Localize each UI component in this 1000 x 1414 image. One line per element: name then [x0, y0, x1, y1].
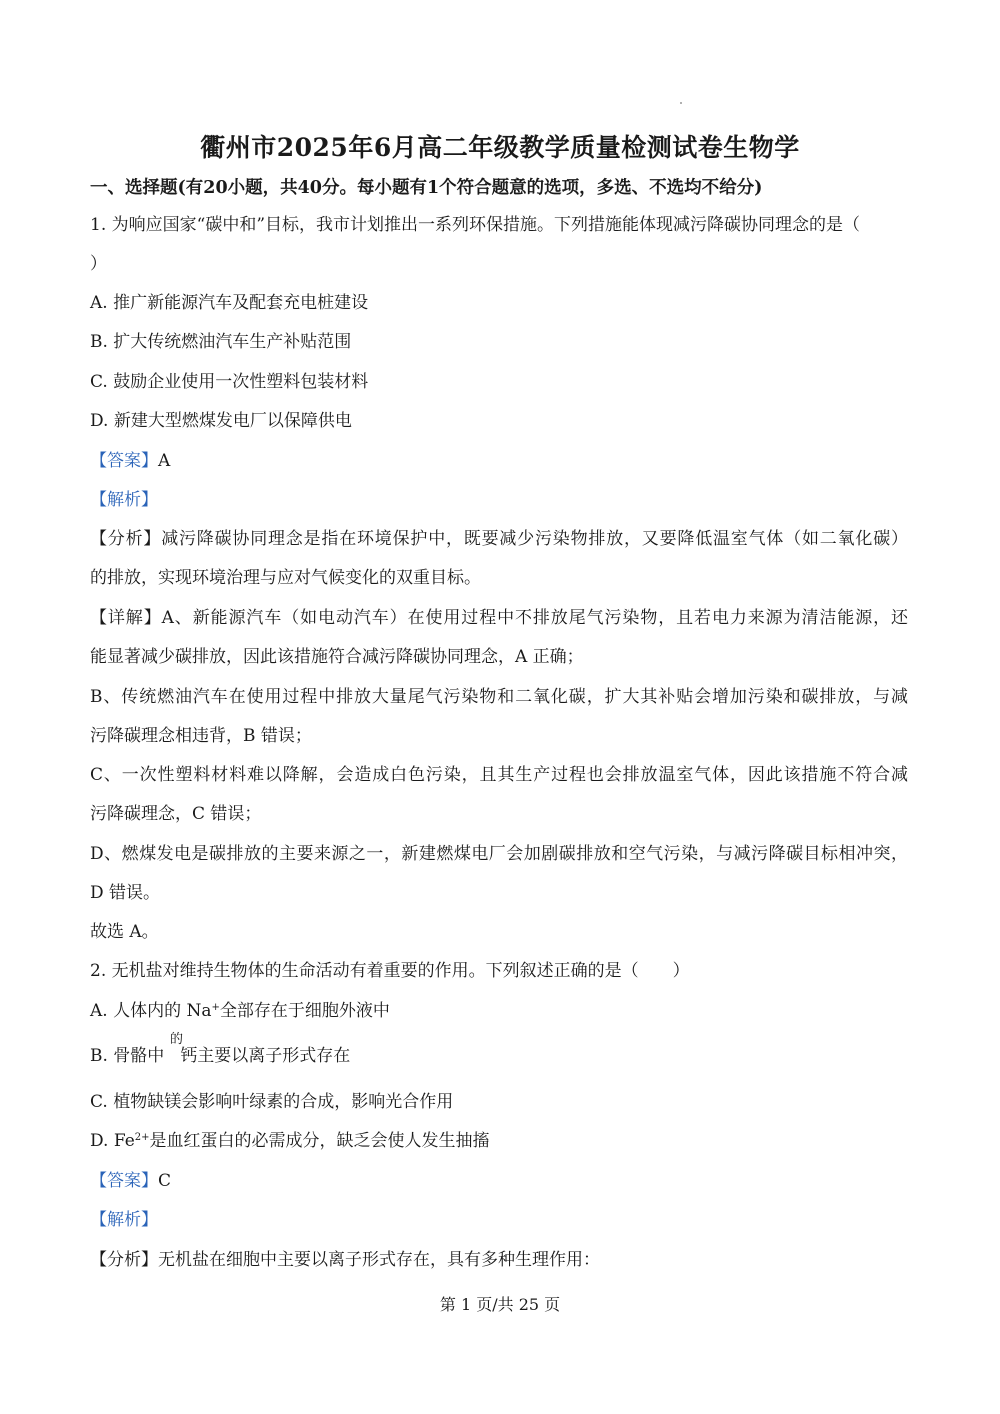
- q2-b-post: 钙主要以离子形式存在: [180, 1046, 351, 1066]
- q1-option-c: C. 鼓励企业使用一次性塑料包装材料: [90, 372, 369, 392]
- q1-fenxi-line1: [90, 528, 908, 550]
- q1-detail-d2: D 错误。: [90, 883, 161, 903]
- q1-conclusion: 故选 A。: [90, 922, 159, 942]
- q1-option-d: D. 新建大型燃煤发电厂以保障供电: [90, 411, 352, 431]
- scan-speck: [680, 102, 682, 104]
- xiangjie-tag: 【详解】: [90, 608, 162, 628]
- analysis-tag: 【解析】: [90, 1210, 158, 1230]
- fenxi-text: 减污降碳协同理念是指在环境保护中，既要减少污染物排放，又要降低温室气体（如二氧化碳）: [161, 529, 909, 549]
- q1-answer: [90, 450, 170, 472]
- q1-analysis-tag: [90, 489, 158, 511]
- q2-option-b: [90, 1045, 350, 1067]
- q1-detail-b1: B、传统燃油汽车在使用过程中排放大量尾气污染物和二氧化碳，扩大其补贴会增加污染和碳排放，与减: [90, 687, 908, 707]
- fenxi-tag: 【分析】: [90, 1250, 158, 1270]
- q1-detail-a2: 能显著减少碳排放，因此该措施符合减污降碳协同理念，A 正确；: [90, 647, 584, 667]
- q2-option-a: [90, 1000, 390, 1022]
- q2-b-floating-char: 的: [170, 1032, 184, 1047]
- q1-stem-line1: 1. 为响应国家“碳中和”目标，我市计划推出一系列环保措施。下列措施能体现减污降碳协同理念的是（: [90, 215, 861, 235]
- page-footer: 第 1 页/共 25 页: [439, 1295, 561, 1314]
- fe-charge: 2+: [134, 1132, 150, 1143]
- q2-option-d: [90, 1130, 490, 1152]
- q2-stem: 2. 无机盐对维持生物体的生命活动有着重要的作用。下列叙述正确的是（ ）: [90, 961, 690, 981]
- q2-analysis-tag: [90, 1209, 158, 1231]
- q2-b-pre: B. 骨骼中: [90, 1046, 165, 1066]
- q2-fenxi: [90, 1249, 600, 1271]
- analysis-tag: 【解析】: [90, 490, 158, 510]
- section-heading: 一、选择题(有20小题，共40分。每小题有1个符合题意的选项，多选、不选均不给分): [90, 178, 763, 198]
- q1-fenxi-line2: 的排放，实现环境治理与应对气候变化的双重目标。: [90, 568, 481, 588]
- q2-a-post: 全部存在于细胞外液中: [219, 1001, 390, 1021]
- q2-option-c: C. 植物缺镁会影响叶绿素的合成，影响光合作用: [90, 1092, 454, 1112]
- q1-stem-line2: ）: [90, 254, 107, 274]
- answer-tag: 【答案】: [90, 1171, 158, 1191]
- q1-detail-a1: [90, 607, 908, 629]
- answer-value: A: [158, 451, 171, 471]
- q1-detail-b2: 污降碳理念相违背，B 错误；: [90, 726, 312, 746]
- q2-answer: [90, 1170, 171, 1192]
- q2-a-pre: A. 人体内的 Na: [90, 1001, 212, 1021]
- answer-tag: 【答案】: [90, 451, 158, 471]
- q1-detail-c2: 污降碳理念，C 错误；: [90, 804, 262, 824]
- q1-option-a: A. 推广新能源汽车及配套充电桩建设: [90, 293, 369, 313]
- q1-detail-d1: D、燃煤发电是碳排放的主要来源之一，新建燃煤电厂会加剧碳排放和空气污染，与减污降碳目标相冲突，: [90, 844, 908, 864]
- answer-value: C: [158, 1171, 172, 1191]
- q2-d-post: 是血红蛋白的必需成分，缺乏会使人发生抽搐: [149, 1131, 490, 1151]
- exam-title: 衢州市2025年6月高二年级教学质量检测试卷生物学: [200, 133, 800, 162]
- detail-a-text: A、新能源汽车（如电动汽车）在使用过程中不排放尾气污染物，且若电力来源为清洁能源，还: [161, 608, 908, 628]
- fenxi-text: 无机盐在细胞中主要以离子形式存在，具有多种生理作用：: [158, 1250, 600, 1270]
- q2-d-pre: D. Fe: [90, 1131, 135, 1151]
- na-charge: +: [211, 1002, 220, 1013]
- q1-option-b: B. 扩大传统燃油汽车生产补贴范围: [90, 332, 352, 352]
- q1-detail-c1: C、一次性塑料材料难以降解，会造成白色污染，且其生产过程也会排放温室气体，因此该措施不符合减: [90, 765, 908, 785]
- fenxi-tag: 【分析】: [90, 529, 162, 549]
